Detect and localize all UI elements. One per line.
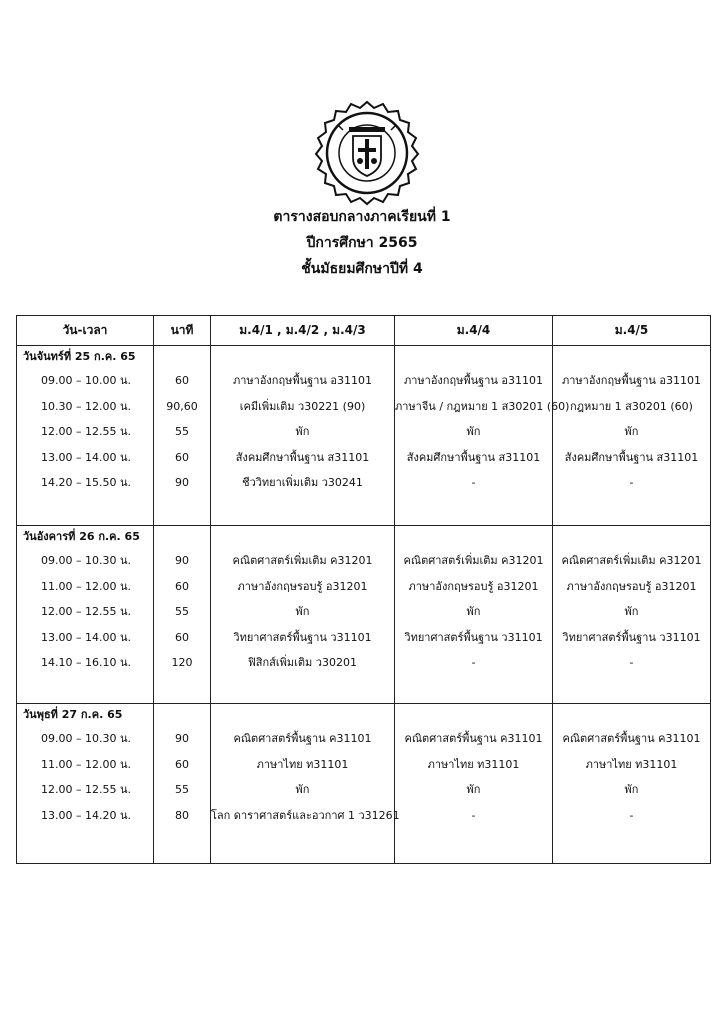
minutes-value: 120 [171, 656, 193, 669]
subjects-class-4-4 [395, 346, 570, 526]
subject-entry: ภาษาไทย ท31101 [585, 757, 678, 771]
day-label: วันจันทร์ที่ 25 ก.ค. 65 [23, 350, 136, 363]
day-block [17, 526, 711, 704]
title-line-2: ปีการศึกษา 2565 [306, 235, 418, 251]
subject-entry: ภาษาอังกฤษรอบรู้ อ31201 [566, 579, 697, 593]
time-slot: 09.00 – 10.00 น. [41, 374, 131, 387]
subject-entry: ภาษาจีน / กฎหมาย 1 ส30201 (60) [395, 399, 570, 413]
time-slot: 09.00 – 10.30 น. [41, 554, 131, 567]
time-slot: 12.00 – 12.55 น. [41, 783, 131, 796]
header-class-4-4: ม.4/4 [395, 316, 553, 346]
subjects-class-4-4 [395, 704, 553, 864]
minutes-value: 55 [175, 783, 189, 796]
day-label: วันอังคารที่ 26 ก.ค. 65 [23, 530, 140, 543]
subjects-class-4-5 [553, 704, 711, 864]
school-seal-logo [313, 100, 421, 206]
subjects-class-4-5 [553, 526, 711, 704]
time-slot: 13.00 – 14.00 น. [41, 450, 131, 464]
time-slot: 12.00 – 12.55 น. [41, 605, 131, 618]
title-line-3: ชั้นมัธยมศึกษาปีที่ 4 [301, 261, 423, 277]
minutes-value: 55 [175, 605, 189, 618]
subject-entry: พัก [295, 425, 310, 438]
time-slot: 12.00 – 12.55 น. [41, 425, 131, 438]
minutes-value: 60 [175, 757, 189, 771]
subject-entry: คณิตศาสตร์เพิ่มเติม ค31201 [403, 554, 544, 567]
day-label: วันพุธที่ 27 ก.ค. 65 [23, 708, 123, 721]
time-slot: 11.00 – 12.00 น. [41, 757, 131, 771]
document-title [0, 204, 724, 282]
minutes-value: 90 [175, 476, 189, 489]
subject-entry: ฟิสิกส์เพิ่มเติม ว30201 [248, 656, 357, 669]
subject-entry: ภาษาอังกฤษรอบรู้ อ31201 [237, 579, 368, 593]
minutes-cell [154, 704, 211, 864]
subject-entry: วิทยาศาสตร์พื้นฐาน ว31101 [562, 630, 701, 644]
header-class-4-5: ม.4/5 [553, 316, 711, 346]
minutes-cell [154, 526, 211, 704]
subject-entry: เคมีเพิ่มเติม ว30221 (90) [239, 399, 366, 413]
subject-entry: คณิตศาสตร์พื้นฐาน ค31101 [233, 732, 372, 745]
subject-entry: คณิตศาสตร์เพิ่มเติม ค31201 [232, 554, 373, 567]
subject-entry: พัก [295, 605, 310, 618]
minutes-value: 60 [175, 374, 189, 387]
subject-entry: พัก [624, 783, 639, 796]
subject-entry: โลก ดาราศาสตร์และอวกาศ 1 ว31261 [211, 808, 400, 822]
minutes-value: 90 [175, 732, 189, 745]
subject-entry: - [629, 656, 634, 669]
subject-entry: พัก [466, 605, 481, 618]
time-slot: 09.00 – 10.30 น. [41, 732, 131, 745]
exam-schedule-table [16, 315, 711, 864]
subject-entry: - [471, 808, 476, 822]
minutes-value: 60 [175, 450, 189, 464]
subject-entry: สังคมศึกษาพื้นฐาน ส31101 [564, 450, 699, 464]
subject-entry: ภาษาไทย ท31101 [427, 757, 520, 771]
subject-entry: ภาษาไทย ท31101 [256, 757, 349, 771]
header-class-4-1-3: ม.4/1 , ม.4/2 , ม.4/3 [211, 316, 395, 346]
subject-entry: พัก [295, 783, 310, 796]
time-slot: 14.20 – 15.50 น. [41, 476, 131, 489]
header-minutes: นาที [154, 316, 211, 346]
minutes-value: 90,60 [166, 399, 198, 413]
subject-entry: พัก [466, 783, 481, 796]
subject-entry: คณิตศาสตร์พื้นฐาน ค31101 [404, 732, 543, 745]
subject-entry: คณิตศาสตร์พื้นฐาน ค31101 [562, 732, 701, 745]
header-day-time: วัน-เวลา [17, 316, 154, 346]
subject-entry: พัก [624, 605, 639, 618]
title-line-1: ตารางสอบกลางภาคเรียนที่ 1 [273, 209, 451, 225]
subject-entry: - [629, 476, 634, 489]
subject-entry: ภาษาอังกฤษรอบรู้ อ31201 [408, 579, 539, 593]
time-slot: 13.00 – 14.20 น. [41, 808, 131, 822]
time-slot: 10.30 – 12.00 น. [41, 399, 131, 413]
minutes-value: 60 [175, 579, 189, 593]
day-block [17, 704, 711, 864]
subject-entry: ภาษาอังกฤษพื้นฐาน อ31101 [403, 374, 544, 387]
day-time-cell [17, 346, 154, 526]
subject-entry: วิทยาศาสตร์พื้นฐาน ว31101 [233, 630, 372, 644]
subject-entry: สังคมศึกษาพื้นฐาน ส31101 [406, 450, 541, 464]
subject-entry: ภาษาอังกฤษพื้นฐาน อ31101 [232, 374, 373, 387]
subject-entry: วิทยาศาสตร์พื้นฐาน ว31101 [404, 630, 543, 644]
subject-entry: สังคมศึกษาพื้นฐาน ส31101 [235, 450, 370, 464]
subject-entry: - [471, 476, 476, 489]
subjects-class-4-1-3 [211, 704, 400, 864]
time-slot: 13.00 – 14.00 น. [41, 630, 131, 644]
subjects-class-4-5 [553, 346, 711, 526]
minutes-cell [154, 346, 211, 526]
subjects-class-4-1-3 [211, 526, 395, 704]
subject-entry: คณิตศาสตร์เพิ่มเติม ค31201 [561, 554, 702, 567]
day-block [17, 346, 711, 526]
time-slot: 11.00 – 12.00 น. [41, 579, 131, 593]
subject-entry: พัก [624, 425, 639, 438]
minutes-value: 60 [175, 630, 189, 644]
subject-entry: กฎหมาย 1 ส30201 (60) [570, 399, 693, 413]
time-slot: 14.10 – 16.10 น. [41, 656, 131, 669]
day-time-cell [17, 704, 154, 864]
header-row [17, 316, 711, 346]
subject-entry: ชีววิทยาเพิ่มเติม ว30241 [242, 476, 363, 489]
minutes-value: 55 [175, 425, 189, 438]
subject-entry: พัก [466, 425, 481, 438]
day-time-cell [17, 526, 154, 704]
minutes-value: 80 [175, 808, 189, 822]
subject-entry: - [471, 656, 476, 669]
subjects-class-4-1-3 [211, 346, 395, 526]
subject-entry: ภาษาอังกฤษพื้นฐาน อ31101 [561, 374, 702, 387]
subject-entry: - [629, 808, 634, 822]
minutes-value: 90 [175, 554, 189, 567]
subjects-class-4-4 [395, 526, 553, 704]
